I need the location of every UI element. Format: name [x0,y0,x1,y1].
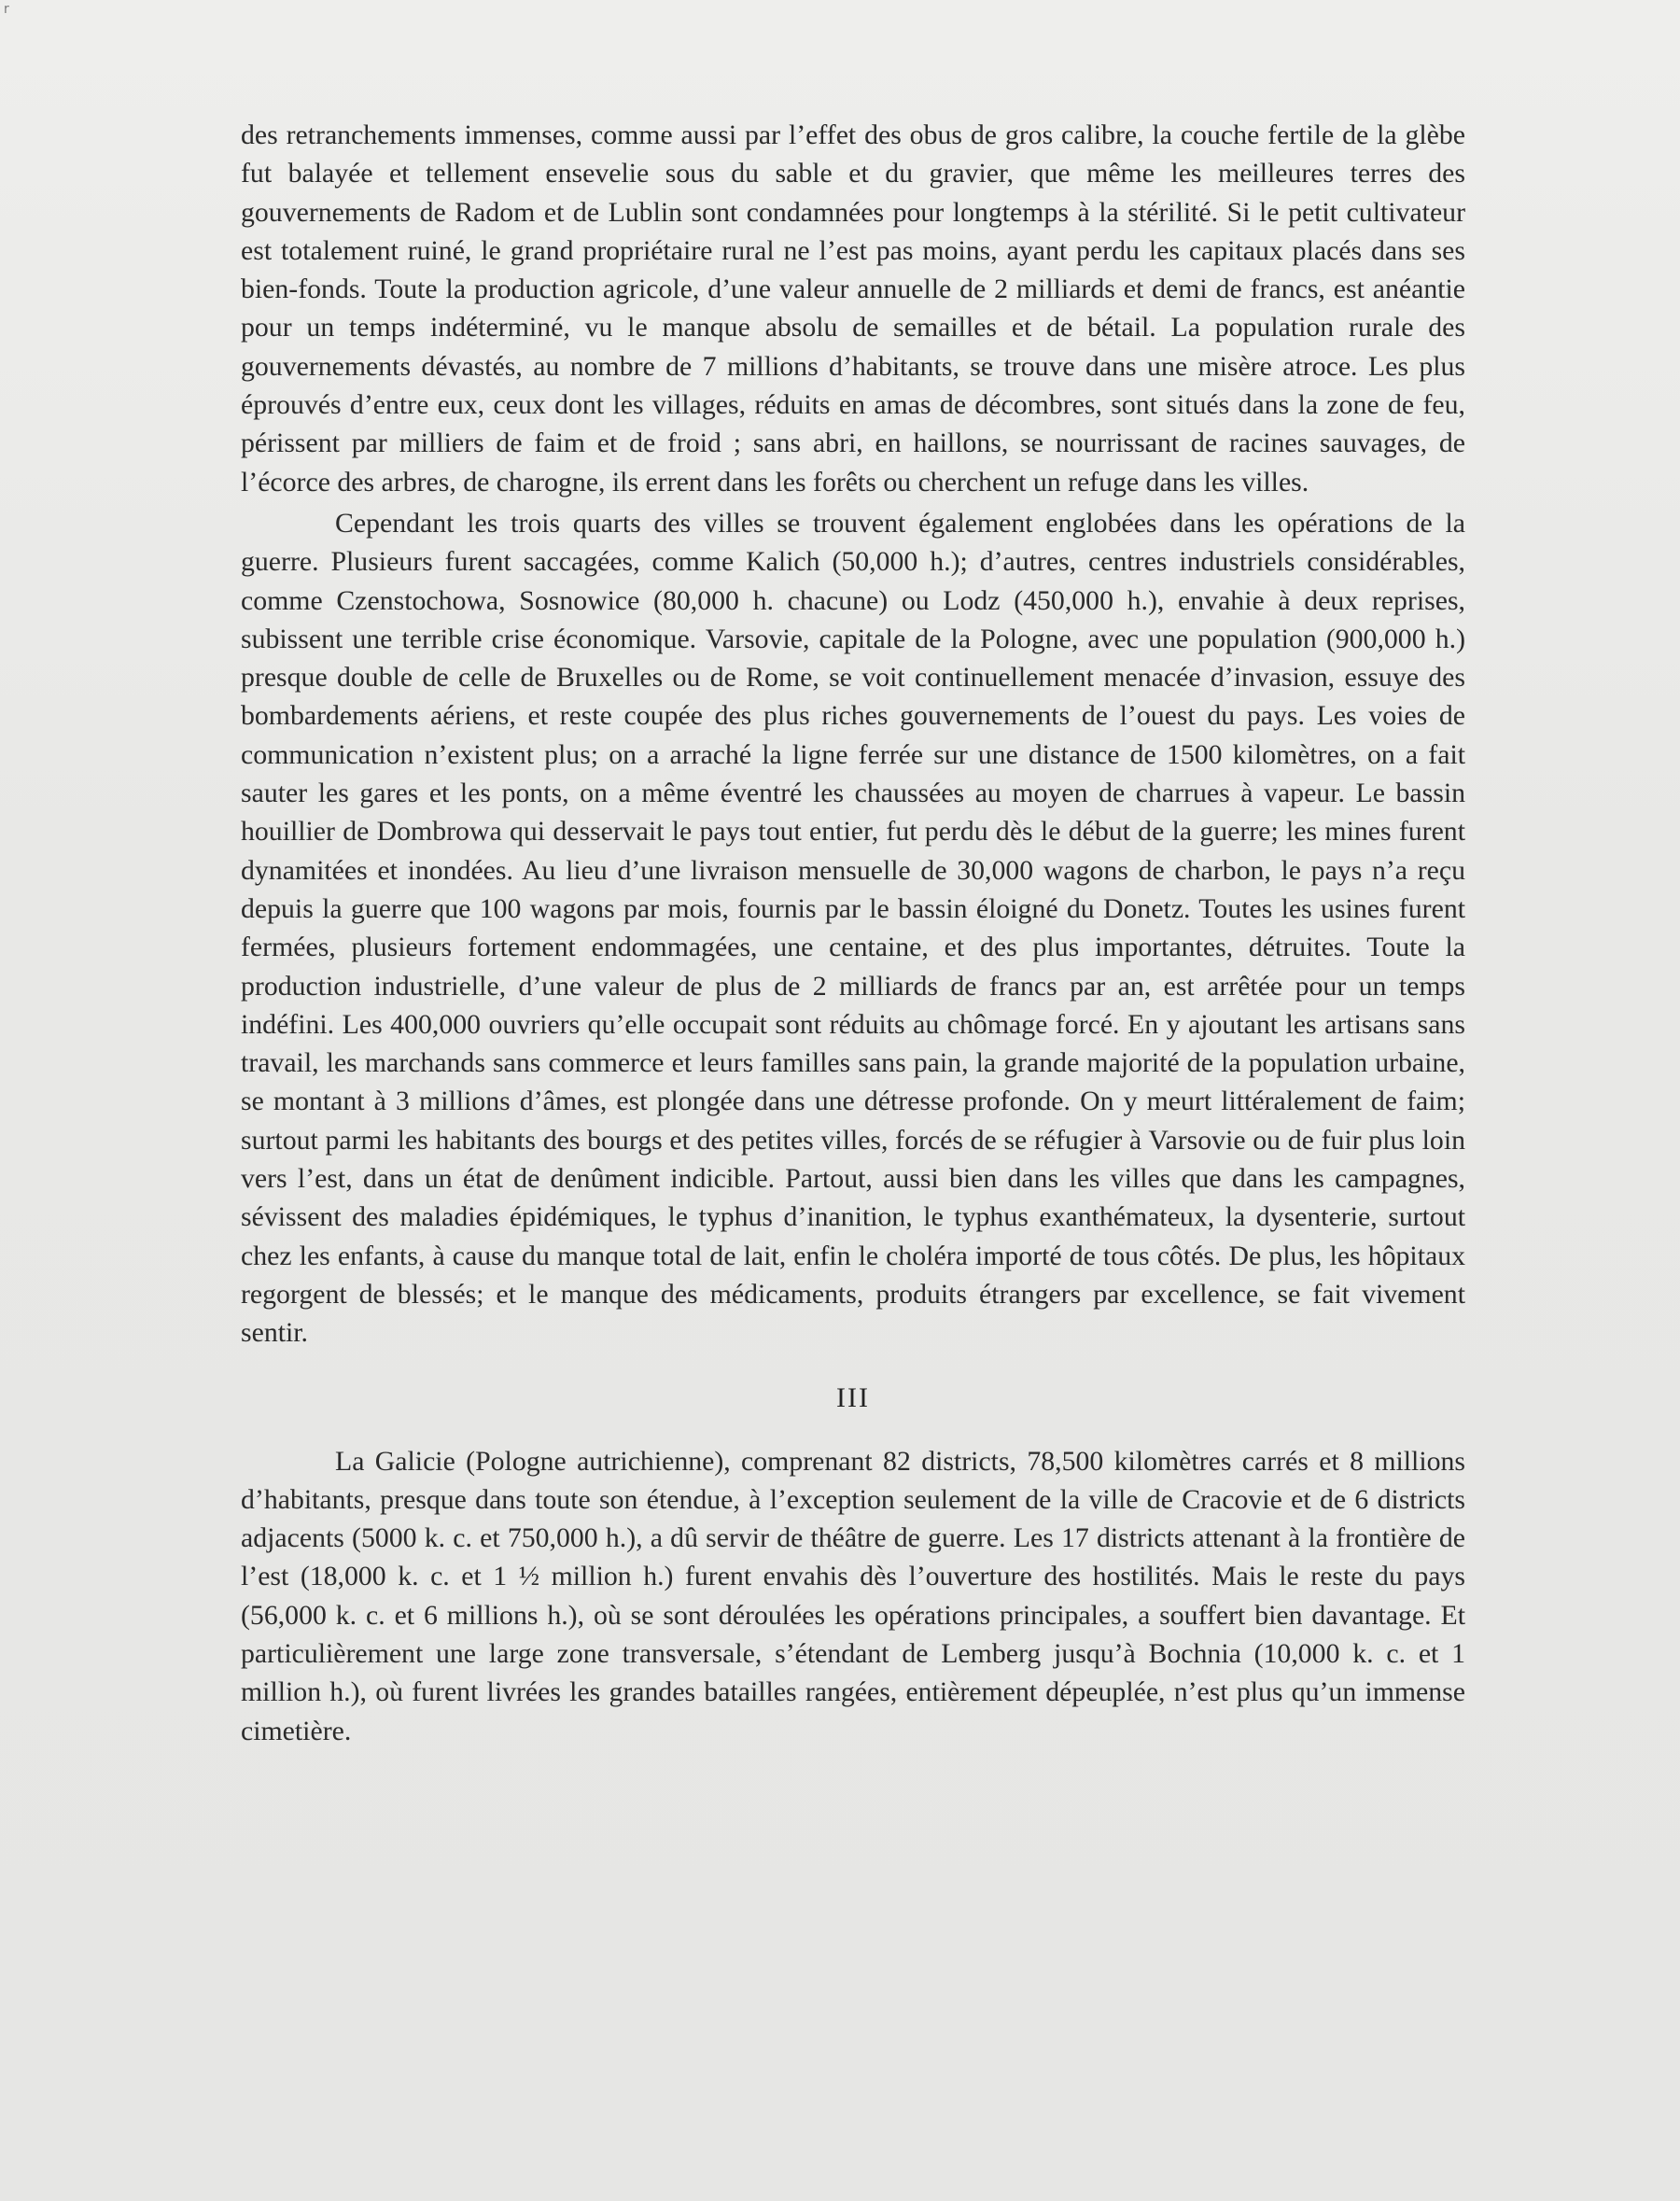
section-heading: III [836,1381,870,1413]
page-corner-mark: r [4,2,9,17]
paragraph-rural-devastation: des retranchements immenses, comme aussi par l’effet des obus de gros calibre, la couche fertile de la glèbe fut balayée et tellement ensevelie sous du sable et du gravier, que même les meilleures terres des gouvernements de Radom et de Lublin sont condamnées pour longtemps à la stérilité. Si le petit cultivateur est totalement ruiné, le grand propriétaire rural ne l’est pas moins, ayant perdu les capitaux placés dans ses bien-fonds. Toute la production agricole, d’une valeur annuelle de 2 milliards et demi de francs, est anéantie pour un temps indéterminé, vu le manque absolu de semailles et de bétail. La population rurale des gouvernements dévastés, au nombre de 7 millions d’habitants, se trouve dans une misère atroce. Les plus éprouvés d’entre eux, ceux dont les villages, réduits en amas de décombres, sont situés dans la zone de feu, périssent par milliers de faim et de froid ; sans abri, en haillons, se nourrissant de racines sauvages, de l’écorce des arbres, de charogne, ils errent dans les forêts ou cherchent un refuge dans les villes. [241,119,1465,498]
paragraph-galicia: La Galicie (Pologne autrichienne), comprenant 82 districts, 78,500 kilomètres carrés et 8 millions d’habitants, presque dans toute son étendue, à l’exception seulement de la ville de Cracovie et de 6 districts adjacents (5000 k. c. et 750,000 h.), a dû servir de théâtre de guerre. Les 17 districts attenant à la frontière de l’est (18,000 k. c. et 1 ½ million h.) furent envahis dès l’ouverture des hostilités. Mais le reste du pays (56,000 k. c. et 6 millions h.), où se sont déroulées les opérations principales, a souffert bien davantage. Et particulièrement une large zone transversale, s’étendant de Lemberg jusqu’à Bochnia (10,000 k. c. et 1 million h.), où furent livrées les grandes batailles rangées, entièrement dépeuplée, n’est plus qu’un immense cimetière. [241,1445,1465,1746]
body-text [241,116,1465,1750]
paragraph-cities-devastation: Cependant les trois quarts des villes se trouvent également englobées dans les opérations de la guerre. Plusieurs furent saccagées, comme Kalich (50,000 h.); d’autres, centres industriels considérables, comme Czenstochowa, Sosnowice (80,000 h. chacune) ou Lodz (450,000 h.), envahie à deux reprises, subissent une terrible crise économique. Varsovie, capitale de la Pologne, avec une population (900,000 h.) presque double de celle de Bruxelles ou de Rome, se voit continuellement menacée d’invasion, essuye des bombardements aériens, et reste coupée des plus riches gouvernements de l’ouest du pays. Les voies de communication n’existent plus; on a arraché la ligne ferrée sur une distance de 1500 kilomètres, on a fait sauter les gares et les ponts, on a même éventré les chaussées au moyen de charrues à vapeur. Le bassin houillier de Dombrowa qui desservait le pays tout entier, fut perdu dès le début de la guerre; les mines furent dynamitées et inondées. Au lieu d’une livraison mensuelle de 30,000 wagons de charbon, le pays n’a reçu depuis la guerre que 100 wagons par mois, fournis par le bassin éloigné du Donetz. Toutes les usines furent fermées, plusieurs fortement endommagées, une centaine, et des plus importantes, détruites. Toute la production industrielle, d’une valeur de plus de 2 milliards de francs par an, est arrêtée pour un temps indéfini. Les 400,000 ouvriers qu’elle occupait sont réduits au chômage forcé. En y ajoutant les artisans sans travail, les marchands sans commerce et leurs familles sans pain, la grande majorité de la population urbaine, se montant à 3 millions d’âmes, est plongée dans une détresse profonde. On y meurt littéralement de faim; surtout parmi les habitants des bourgs et des petites villes, forcés de se réfugier à Varsovie ou de fuir plus loin vers l’est, dans un état de denûment indicible. Partout, aussi bien dans les villes que dans les campagnes, sévissent des maladies épidémiques, le typhus d’inanition, le typhus exanthémateux, la dysenterie, surtout chez les enfants, à cause du manque total de lait, enfin le choléra importé de tous côtés. De plus, les hôpitaux regorgent de blessés; et le manque des médicaments, produits étrangers par excellence, se fait vivement sentir. [241,507,1465,1349]
